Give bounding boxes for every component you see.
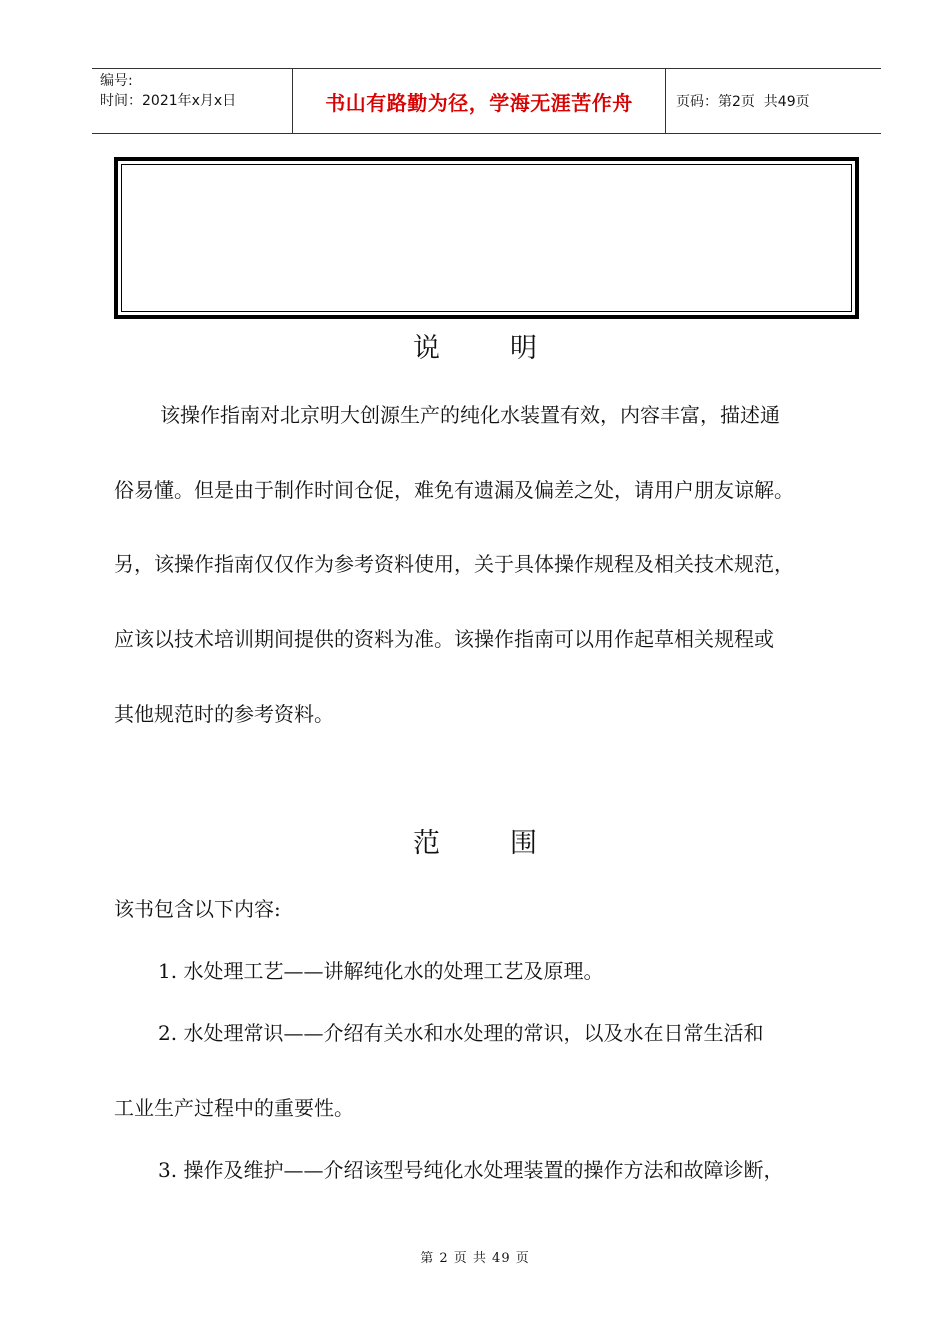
- page-info: 页码：第2页 共49页: [676, 94, 810, 110]
- scope-intro: 该书包含以下内容:: [114, 897, 281, 921]
- page-footer: 第 2 页 共 49 页: [420, 1251, 530, 1266]
- section-title-scope: [0, 821, 950, 860]
- scope-item-2-continued: 工业生产过程中的重要性。: [114, 1096, 354, 1120]
- title-char: 说: [413, 333, 440, 364]
- scope-item-2: 2. 水处理常识——介绍有关水和水处理的常识，以及水在日常生活和: [158, 1021, 764, 1045]
- document-header: [92, 68, 881, 134]
- time-label: 时间：2021年x月x日: [100, 93, 237, 109]
- paragraph-line: 其他规范时的参考资料。: [114, 702, 334, 726]
- empty-title-frame: [114, 157, 859, 319]
- scope-item-3: 3. 操作及维护——介绍该型号纯化水处理装置的操作方法和故障诊断，: [158, 1158, 784, 1182]
- title-char: 明: [510, 333, 537, 364]
- header-page-cell: [666, 69, 881, 133]
- scope-item-1: 1. 水处理工艺——讲解纯化水的处理工艺及原理。: [158, 959, 604, 983]
- motto-text: 书山有路勤为径，学海无涯苦作舟: [325, 90, 633, 115]
- title-char: 围: [510, 828, 537, 859]
- section-title-explanation: [0, 326, 950, 365]
- paragraph-line: 俗易懂。但是由于制作时间仓促，难免有遗漏及偏差之处，请用户朋友谅解。: [114, 478, 794, 502]
- title-char: 范: [413, 828, 440, 859]
- frame-inner-border: [121, 164, 852, 312]
- paragraph-line: 另，该操作指南仅仅作为参考资料使用，关于具体操作规程及相关技术规范，: [114, 552, 794, 576]
- paragraph-line: 应该以技术培训期间提供的资料为准。该操作指南可以用作起草相关规程或: [114, 627, 774, 651]
- number-label: 编号:: [100, 73, 133, 89]
- header-meta-cell: [92, 69, 293, 133]
- header-motto-cell: [293, 69, 666, 133]
- paragraph-line: 该操作指南对北京明大创源生产的纯化水装置有效，内容丰富，描述通: [160, 403, 780, 427]
